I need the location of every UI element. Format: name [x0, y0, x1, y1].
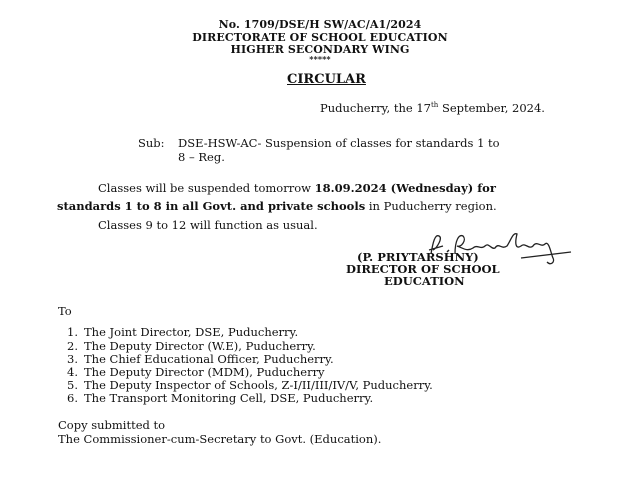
recipient-text: The Deputy Director (MDM), Puducherry — [84, 365, 325, 379]
body-paragraph-line-1 — [98, 181, 496, 195]
recipient-list-item — [60, 378, 433, 392]
body-text-a: Classes will be suspended tomorrow — [98, 181, 315, 195]
wing-name: HIGHER SECONDARY WING — [230, 43, 410, 56]
circular-title: CIRCULAR — [287, 72, 366, 87]
recipient-list-item — [60, 391, 373, 405]
recipient-text: The Deputy Director (W.E), Puducherry. — [84, 339, 316, 353]
date-line — [320, 101, 545, 115]
body-text-e: in Puducherry region. — [365, 199, 497, 213]
header-stars: ***** — [309, 54, 331, 64]
recipient-text: The Joint Director, DSE, Puducherry. — [84, 325, 299, 339]
recipient-text: The Transport Monitoring Cell, DSE, Puducherry. — [84, 391, 374, 405]
recipient-list-item — [60, 339, 316, 353]
reference-number: No. 1709/DSE/H SW/AC/A1/2024 — [218, 18, 422, 31]
copy-recipient: The Commissioner-cum-Secretary to Govt. (Education). — [58, 432, 382, 446]
signatory-designation-1: DIRECTOR OF SCHOOL — [346, 262, 500, 276]
body-standards-bold: standards 1 to 8 in all Govt. and private schools — [57, 199, 366, 213]
recipient-number: 1. — [67, 325, 78, 339]
subject-line-2: 8 – Reg. — [178, 150, 225, 164]
date-prefix: Puducherry, the 17 — [320, 101, 431, 115]
subject-label: Sub: — [138, 136, 165, 150]
recipient-list-item — [60, 352, 334, 366]
recipient-number: 3. — [67, 352, 78, 366]
directorate-name: DIRECTORATE OF SCHOOL EDUCATION — [192, 31, 448, 44]
copy-submitted-label: Copy submitted to — [58, 418, 166, 432]
recipient-number: 5. — [67, 378, 78, 392]
recipient-list-item — [60, 365, 325, 379]
subject-line-1: DSE-HSW-AC- Suspension of classes for standards 1 to — [178, 136, 500, 150]
body-paragraph-line-2 — [57, 199, 497, 213]
date-superscript: th — [430, 101, 439, 110]
body-text-c: for — [473, 181, 496, 195]
recipient-number: 2. — [67, 339, 78, 353]
date-suffix: September, 2024. — [438, 101, 545, 115]
recipient-number: 6. — [67, 391, 78, 405]
recipient-list-item — [60, 325, 298, 339]
recipient-text: The Chief Educational Officer, Puducherry. — [84, 352, 334, 366]
recipient-text: The Deputy Inspector of Schools, Z-I/II/III/IV/V, Puducherry. — [84, 378, 433, 392]
signatory-designation-2: EDUCATION — [384, 274, 465, 288]
recipient-number: 4. — [67, 365, 78, 379]
to-label: To — [58, 304, 72, 318]
signatory-name: (P. PRIYTARSHNY) — [357, 250, 479, 264]
body-date-bold: 18.09.2024 (Wednesday) — [314, 181, 474, 195]
body-paragraph-2: Classes 9 to 12 will function as usual. — [98, 218, 318, 232]
